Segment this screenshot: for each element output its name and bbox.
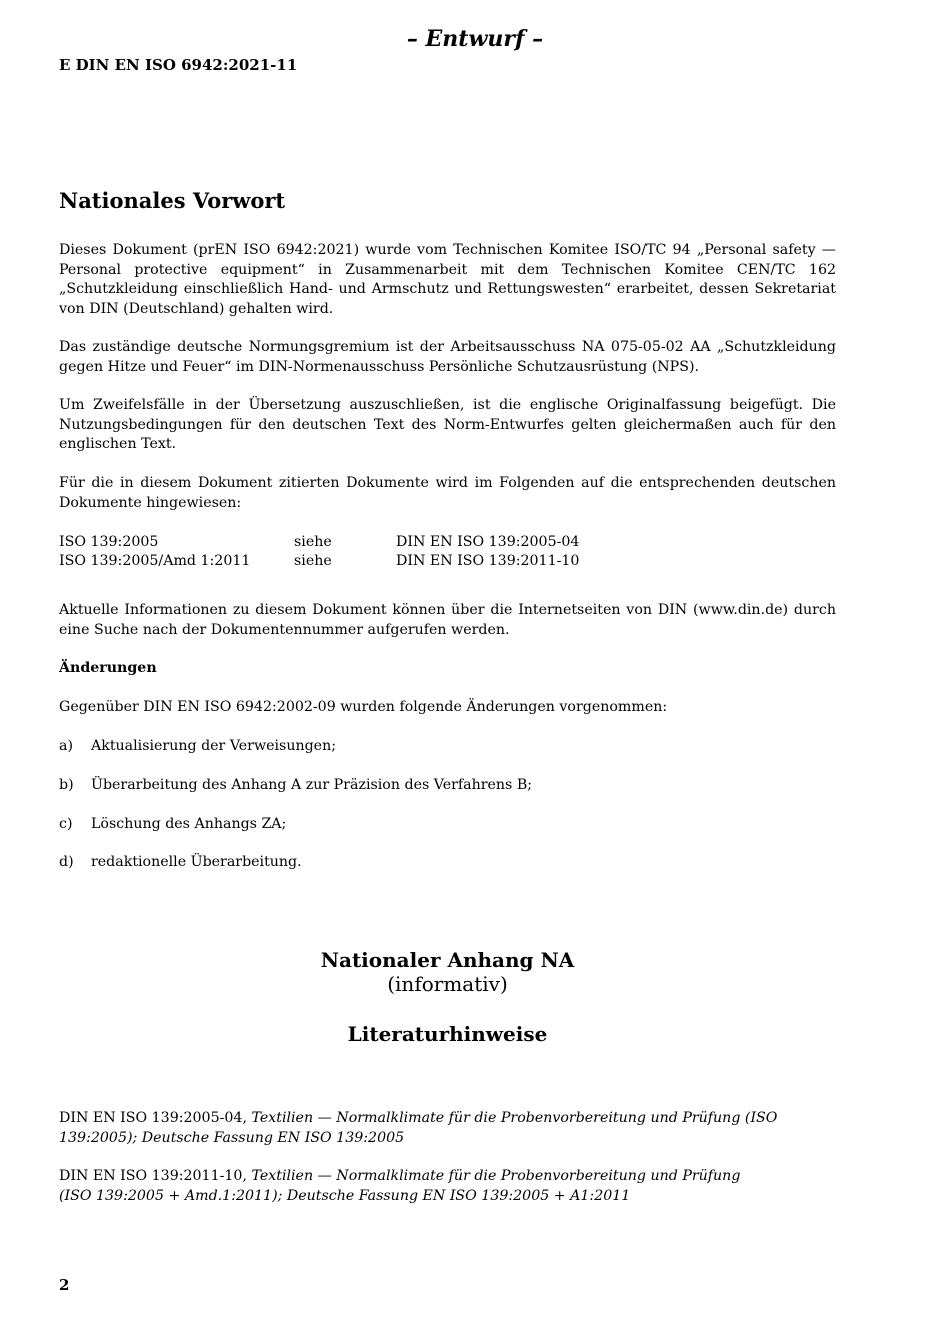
list-item-text: Überarbeitung des Anhang A zur Präzision des Verfahrens B; bbox=[91, 777, 533, 793]
reference-din: DIN EN ISO 139:2005-04 bbox=[396, 534, 580, 550]
reference-iso: ISO 139:2005 bbox=[59, 534, 159, 550]
paragraph-info: Aktuelle Informationen zu diesem Dokument können über die Internetseiten von DIN (www.din.de) durch eine Suche nach der Dokumentennummer aufgerufen werden. bbox=[59, 602, 836, 638]
reference-see: siehe bbox=[294, 534, 332, 550]
literature-entry-title: Textilien — Normalklimate für die Probenvorbereitung und Prüfung bbox=[251, 1168, 741, 1184]
paragraph-committee: Dieses Dokument (prEN ISO 6942:2021) wurde vom Technischen Komitee ISO/TC 94 „Personal safety — Personal protective equipment“ in Zusammenarbeit mit dem Technischen Komitee CEN/TC 162 „Schutzkleidung einschließlich Hand- und Armschutz und Rettungswesten“ erarbeitet, dessen Sekretariat von DIN (Deutschland) gehalten wird. bbox=[59, 242, 836, 317]
reference-see: siehe bbox=[294, 553, 332, 569]
draft-watermark: – Entwurf – bbox=[406, 26, 544, 52]
list-item-text: Aktualisierung der Verweisungen; bbox=[91, 738, 336, 754]
literature-entry-title-cont: (ISO 139:2005 + Amd.1:2011); Deutsche Fassung EN ISO 139:2005 + A1:2011 bbox=[59, 1187, 631, 1204]
list-item-letter: b) bbox=[59, 777, 74, 793]
list-item-letter: d) bbox=[59, 854, 74, 870]
reference-din: DIN EN ISO 139:2011-10 bbox=[396, 553, 580, 569]
literature-entry-ref: DIN EN ISO 139:2011-10, bbox=[59, 1168, 252, 1184]
page-number: 2 bbox=[59, 1276, 70, 1294]
literature-entry-title: Textilien — Normalklimate für die Probenvorbereitung und Prüfung (ISO 139:2005); Deutsche Fassung EN ISO 139:2005 bbox=[59, 1110, 778, 1146]
changes-heading: Änderungen bbox=[59, 660, 157, 676]
list-item-letter: c) bbox=[59, 816, 73, 832]
literature-entry bbox=[59, 1167, 859, 1206]
annex-title: Nationaler Anhang NA bbox=[320, 948, 575, 972]
annex-subtitle: (informativ) bbox=[387, 972, 508, 996]
literature-entry-ref: DIN EN ISO 139:2005-04, bbox=[59, 1110, 252, 1126]
paragraph-translation: Um Zweifelsfälle in der Übersetzung auszuschließen, ist die englische Originalfassung beigefügt. Die Nutzungsbedingungen für den deutschen Text des Norm-Entwurfes gelten gleichermaßen auch für den englischen Text. bbox=[59, 397, 836, 452]
literature-heading: Literaturhinweise bbox=[347, 1022, 548, 1046]
document-id: E DIN EN ISO 6942:2021-11 bbox=[59, 56, 298, 74]
list-item-text: redaktionelle Überarbeitung. bbox=[91, 854, 302, 870]
literature-entry bbox=[59, 1109, 859, 1148]
changes-intro: Gegenüber DIN EN ISO 6942:2002-09 wurden folgende Änderungen vorgenommen: bbox=[59, 699, 668, 715]
list-item-text: Löschung des Anhangs ZA; bbox=[91, 816, 287, 832]
section-heading-vorwort: Nationales Vorwort bbox=[59, 188, 286, 213]
paragraph-working-group: Das zuständige deutsche Normungsgremium ist der Arbeitsausschuss NA 075-05-02 AA „Schutzkleidung gegen Hitze und Feuer“ im DIN-Normenausschuss Persönliche Schutzausrüstung (NPS). bbox=[59, 339, 836, 375]
list-item-letter: a) bbox=[59, 738, 73, 754]
paragraph-references-intro: Für die in diesem Dokument zitierten Dokumente wird im Folgenden auf die entsprechenden deutschen Dokumente hingewiesen: bbox=[59, 475, 836, 511]
reference-iso: ISO 139:2005/Amd 1:2011 bbox=[59, 553, 251, 569]
